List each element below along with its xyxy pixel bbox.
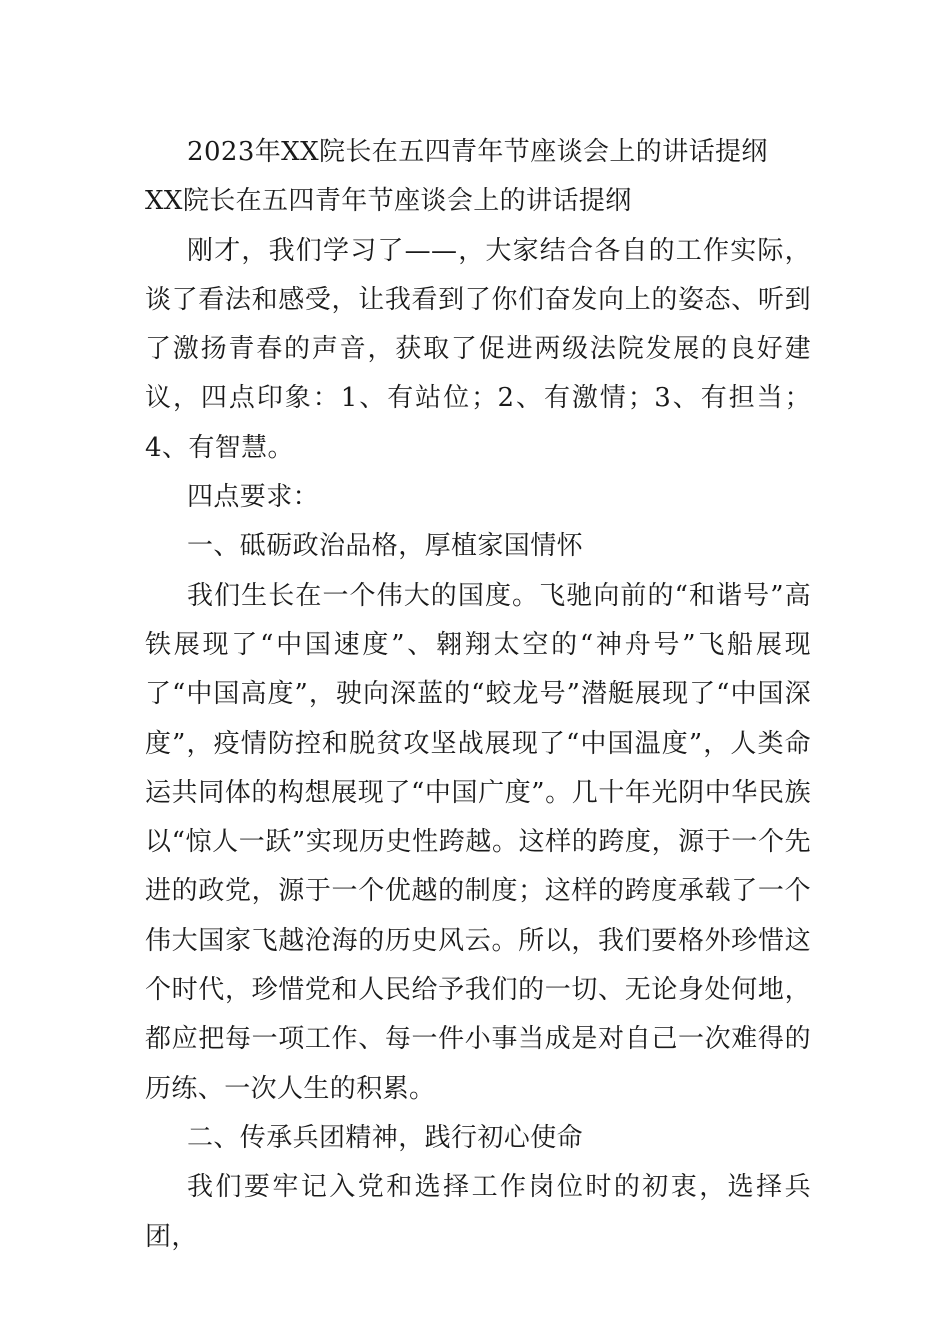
paragraph-intro: 刚才，我们学习了——，大家结合各自的工作实际，谈了看法和感受，让我看到了你们奋发向上的姿态、听到了激扬青春的声音，获取了促进两级法院发展的良好建议，四点印象：1、有站位；2、有激情；3、有担当；4、有智慧。 xyxy=(145,235,811,463)
section-heading-1: 一、砥砺政治品格，厚植家国情怀 xyxy=(187,531,584,562)
document-body xyxy=(145,128,811,1262)
paragraph-requirements-lead: 四点要求： xyxy=(187,482,320,513)
paragraph-section-2: 我们要牢记入党和选择工作岗位时的初衷，选择兵团， xyxy=(145,1172,811,1252)
document-title: 2023年XX院长在五四青年节座谈会上的讲话提纲 xyxy=(187,137,768,167)
section-heading-2: 二、传承兵团精神，践行初心使命 xyxy=(187,1122,584,1153)
document-subtitle: XX院长在五四青年节座谈会上的讲话提纲 xyxy=(145,186,632,217)
paragraph-section-1: 我们生长在一个伟大的国度。飞驰向前的“和谐号”高铁展现了“中国速度”、翱翔太空的“神舟号”飞船展现了“中国高度”，驶向深蓝的“蛟龙号”潜艇展现了“中国深度”，疫情防控和脱贫攻坚战展现了“中国温度”，人类命运共同体的构想展现了“中国广度”。几十年光阴中华民族以“惊人一跃”实现历史性跨越。这样的跨度，源于一个先进的政党，源于一个优越的制度；这样的跨度承载了一个伟大国家飞越沧海的历史风云。所以，我们要格外珍惜这个时代，珍惜党和人民给予我们的一切、无论身处何地，都应把每一项工作、每一件小事当成是对自己一次难得的历练、一次人生的积累。 xyxy=(145,580,811,1104)
